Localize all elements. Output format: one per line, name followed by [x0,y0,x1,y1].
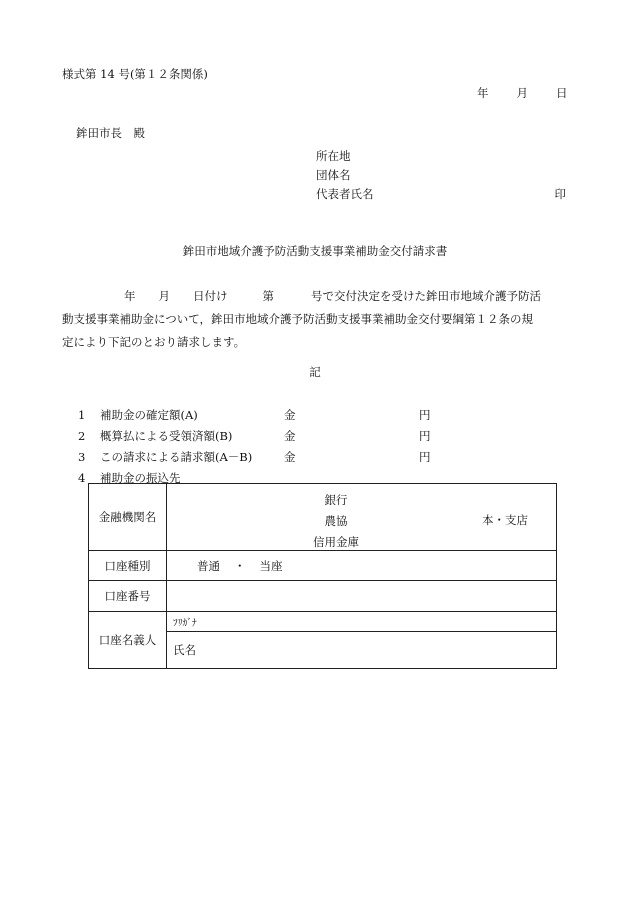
institution-type-bank: 銀行 [324,493,348,507]
institution-label: 金融機関名 [89,484,167,551]
date-day: 日 [556,86,568,100]
account-type-label: 口座種別 [89,551,167,581]
yen-mark: 円 [419,450,431,464]
item-label: 概算払による受領済額(B) [100,429,233,443]
body-month: 月 [158,289,170,303]
item-label: この請求による請求額(A－B) [100,450,253,464]
furigana-cell: ﾌﾘｶﾞﾅ [167,612,557,632]
item-label: 補助金の確定額(A) [100,408,198,422]
seal-mark: 印 [554,187,566,201]
account-type-current: 当座 [259,558,283,573]
item-list [78,405,538,489]
institution-type-credit: 信用金庫 [313,535,359,549]
form-number: 様式第 14 号(第１２条関係) [62,67,208,81]
date-line [477,88,568,100]
organization-label: 団体名 [316,168,351,182]
body-line-3: 定により下記のとおり請求します。 [62,335,246,349]
date-year: 年 [477,86,489,100]
representative-label: 代表者氏名 [316,187,374,201]
body-no-prefix: 第 [262,289,274,303]
item-number: 3 [78,450,86,464]
name-cell: 氏名 [167,632,557,669]
item-number: 1 [78,408,86,422]
body-line1-tail: 号で交付決定を受けた鉾田市地域介護予防活 [311,289,541,303]
yen-mark: 円 [419,408,431,422]
kin-mark: 金 [284,450,296,464]
body-year: 年 [124,289,136,303]
account-type-ordinary: 普通 [197,558,220,573]
holder-label: 口座名義人 [89,612,167,669]
item-number: 4 [78,471,86,485]
item-number: 2 [78,429,86,443]
applicant-block [316,147,566,204]
item-received-amount [78,426,538,447]
addressee: 鉾田市長 殿 [76,126,145,140]
request-body [62,285,572,354]
address-label: 所在地 [316,149,351,163]
body-line-2: 動支援事業補助金について，鉾田市地域介護予防活動支援事業補助金交付要綱第１２条の規 [62,312,534,326]
account-number-label: 口座番号 [89,581,167,612]
body-line-1 [62,285,572,308]
branch-label: 本・支店 [482,513,528,527]
account-type-cell [167,551,557,581]
account-type-separator: ・ [234,558,246,573]
bank-account-table [88,483,557,669]
date-month: 月 [516,86,528,100]
institution-types [301,490,371,553]
body-date-suffix: 日付け [193,289,228,303]
item-request-amount [78,447,538,468]
item-label: 補助金の振込先 [100,471,181,485]
document-title: 鉾田市地域介護予防活動支援事業補助金交付請求書 [182,244,448,258]
kin-mark: 金 [284,408,296,422]
ki-heading: 記 [309,365,321,379]
item-confirmed-amount [78,405,538,426]
institution-cell [167,484,557,551]
yen-mark: 円 [419,429,431,443]
institution-type-agri: 農協 [324,514,348,528]
kin-mark: 金 [284,429,296,443]
account-number-cell [167,581,557,612]
